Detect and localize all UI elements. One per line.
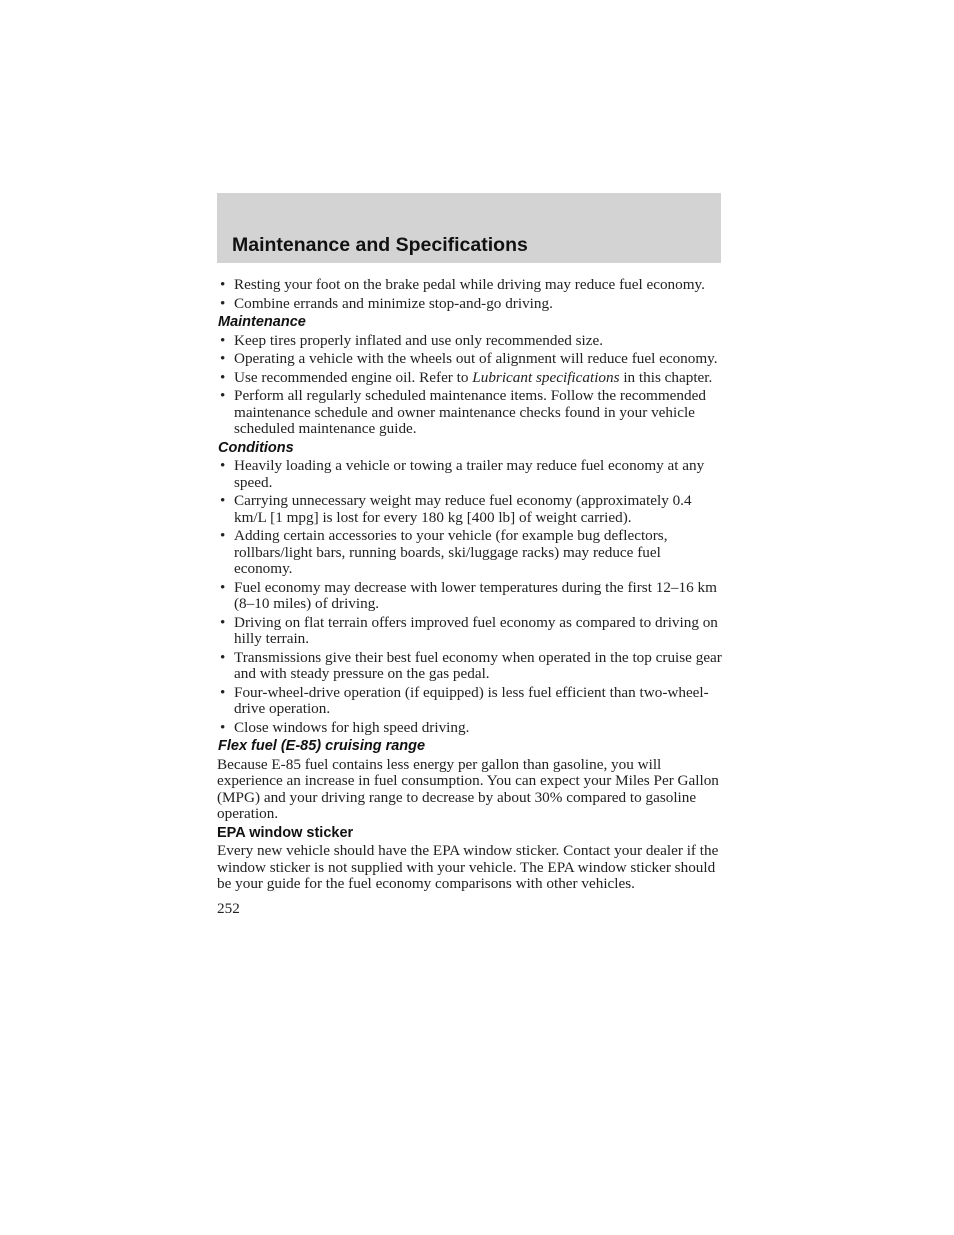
section-header-band <box>217 193 721 263</box>
page-content <box>217 277 723 917</box>
list-item: • Fuel economy may decrease with lower temperatures during the first 12–16 km (8–10 miles) of driving. <box>217 580 723 613</box>
list-item: • Carrying unnecessary weight may reduce fuel economy (approximately 0.4 km/L [1 mpg] is lost for every 180 kg [400 lb] of weight carried). <box>217 493 723 526</box>
conditions-heading: Conditions <box>218 439 294 456</box>
epa-sticker-paragraph: Every new vehicle should have the EPA window sticker. Contact your dealer if the window sticker is not supplied with your vehicle. The EPA window sticker should be your guide for the fuel economy comparisons with other vehicles. <box>217 842 719 892</box>
maintenance-bullet-list <box>217 333 723 438</box>
epa-sticker-heading: EPA window sticker <box>217 824 354 841</box>
lubricant-specifications-reference: Lubricant specifications <box>472 368 620 386</box>
list-item: • Transmissions give their best fuel economy when operated in the top cruise gear and with steady pressure on the gas pedal. <box>217 650 723 683</box>
list-item: • Close windows for high speed driving. <box>217 720 723 737</box>
page-number: 252 <box>217 899 240 917</box>
section-title: Maintenance and Specifications <box>232 234 528 256</box>
conditions-bullet-list <box>217 458 723 736</box>
list-item: • Combine errands and minimize stop-and-go driving. <box>217 296 723 313</box>
list-item: • Keep tires properly inflated and use only recommended size. <box>217 333 723 350</box>
list-item: • Perform all regularly scheduled maintenance items. Follow the recommended maintenance schedule and owner maintenance checks found in your vehicle scheduled maintenance guide. <box>217 388 723 438</box>
list-item: • Operating a vehicle with the wheels out of alignment will reduce fuel economy. <box>217 351 723 368</box>
flex-fuel-paragraph: Because E-85 fuel contains less energy per gallon than gasoline, you will experience an increase in fuel consumption. You can expect your Miles Per Gallon (MPG) and your driving range to decrease by about 30% compared to gasoline operation. <box>217 755 719 822</box>
oil-text-after: in this chapter. <box>619 368 713 386</box>
maintenance-heading: Maintenance <box>218 314 306 330</box>
list-item <box>217 370 723 387</box>
list-item: • Heavily loading a vehicle or towing a trailer may reduce fuel economy at any speed. <box>217 458 723 491</box>
list-item: • Driving on flat terrain offers improved fuel economy as compared to driving on hilly terrain. <box>217 615 723 648</box>
flex-fuel-heading: Flex fuel (E-85) cruising range <box>218 738 426 754</box>
list-item: • Resting your foot on the brake pedal while driving may reduce fuel economy. <box>217 277 723 294</box>
oil-text-before: Use recommended engine oil. Refer to <box>234 368 473 386</box>
list-item: • Adding certain accessories to your vehicle (for example bug deflectors, rollbars/light bars, running boards, ski/luggage racks) may reduce fuel economy. <box>217 528 723 578</box>
list-item: • Four-wheel-drive operation (if equipped) is less fuel efficient than two-wheel-drive operation. <box>217 685 723 718</box>
intro-bullet-list <box>217 277 723 312</box>
